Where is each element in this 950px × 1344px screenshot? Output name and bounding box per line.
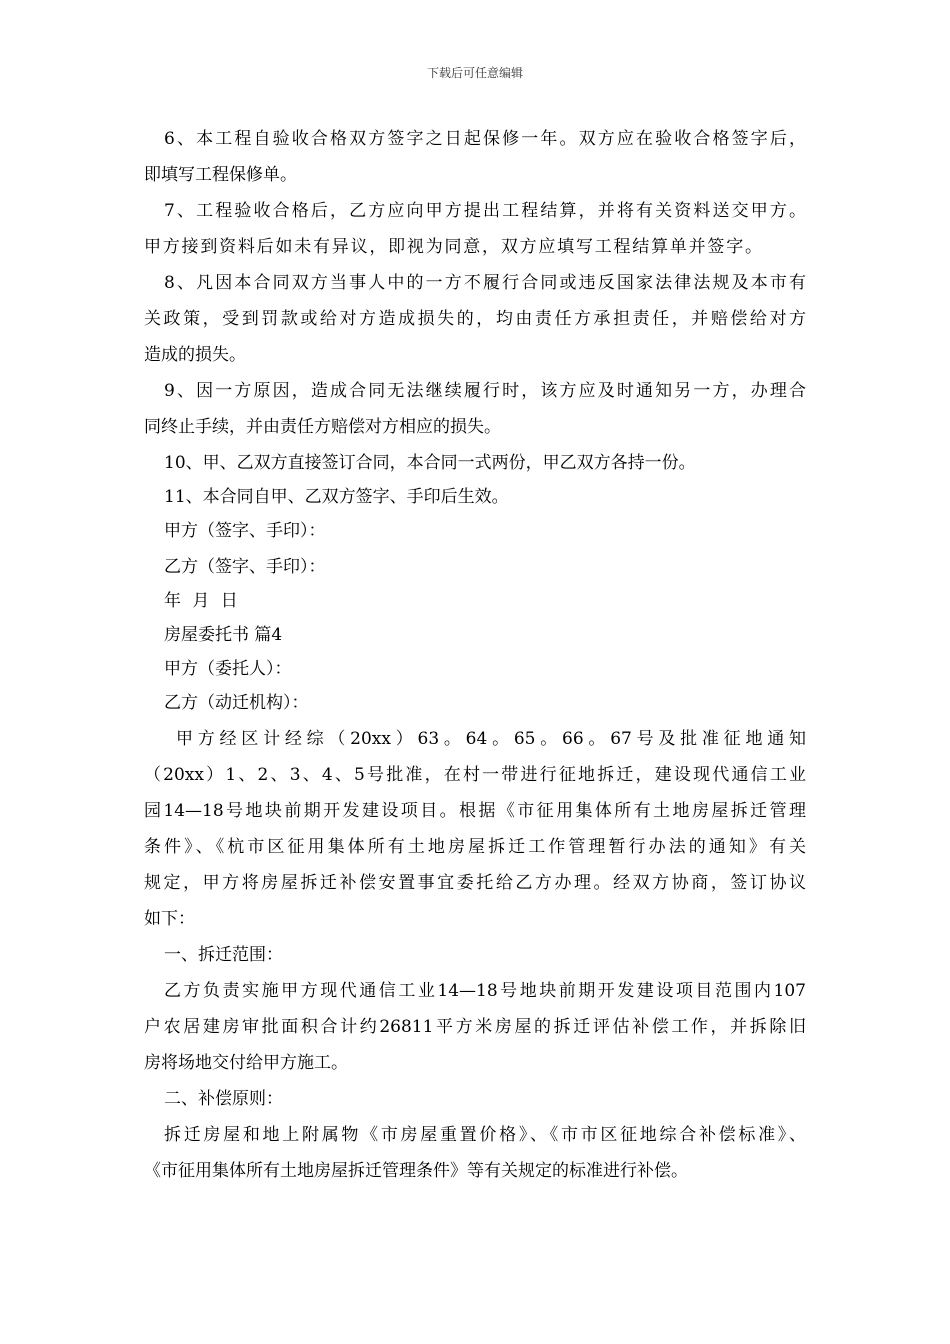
text-line: 造成的损失。: [144, 345, 246, 365]
party-a-label: 甲方（委托人）：: [164, 659, 292, 679]
date-line: 年 月 日: [164, 591, 238, 611]
text-line: 同终止手续，并由责任方赔偿对方相应的损失。: [144, 417, 501, 437]
text-line: 《市征用集体所有土地房屋拆迁管理条件》等有关规定的标准进行补偿。: [144, 1161, 688, 1181]
text-line: 甲方接到资料后如未有异议，即视为同意，双方应填写工程结算单并签字。: [144, 237, 762, 257]
party-b-label: 乙方（动迁机构）：: [164, 693, 309, 713]
section-heading: 二、补偿原则：: [164, 1089, 283, 1109]
text-line: 如下：: [144, 909, 195, 929]
text-line: 关政策，受到罚款或给对方造成损失的，均由责任方承担责任，并赔偿给对方: [144, 309, 806, 329]
text-line: 6、本工程自验收合格双方签字之日起保修一年。双方应在验收合格签字后，: [164, 129, 806, 149]
signature-line-party-b: 乙方（签字、手印）：: [164, 557, 326, 577]
text-line: 8、凡因本合同双方当事人中的一方不履行合同或违反国家法律法规及本市有: [164, 273, 806, 293]
section-heading: 一、拆迁范围：: [164, 945, 283, 965]
text-line: 11、本合同自甲、乙双方签字、手印后生效。: [164, 487, 509, 507]
text-line: 10、甲、乙双方直接签订合同，本合同一式两份，甲乙双方各持一份。: [164, 453, 696, 473]
text-line: 甲方经区计经综（20xx）63。64。65。66。67号及批准征地通知: [176, 729, 806, 749]
text-line: 乙方负责实施甲方现代通信工业14—18号地块前期开发建设项目范围内107: [164, 981, 806, 1001]
text-line: 9、因一方原因，造成合同无法继续履行时，该方应及时通知另一方，办理合: [164, 381, 806, 401]
text-line: 拆迁房屋和地上附属物《市房屋重置价格》、《市市区征地综合补偿标准》、: [164, 1125, 806, 1145]
text-line: 户农居建房审批面积合计约26811平方米房屋的拆迁评估补偿工作，并拆除旧: [144, 1017, 806, 1037]
text-line: 规定，甲方将房屋拆迁补偿安置事宜委托给乙方办理。经双方协商，签订协议: [144, 873, 806, 893]
page-header: 下载后可任意编辑: [426, 66, 523, 80]
text-line: 即填写工程保修单。: [144, 165, 297, 185]
text-line: 7、工程验收合格后，乙方应向甲方提出工程结算，并将有关资料送交甲方。: [164, 201, 806, 221]
signature-line-party-a: 甲方（签字、手印）：: [164, 521, 326, 541]
text-line: 房将场地交付给甲方施工。: [144, 1053, 348, 1073]
text-line: 园14—18号地块前期开发建设项目。根据《市征用集体所有土地房屋拆迁管理: [144, 801, 806, 821]
text-line: （20xx）1、2、3、4、5号批准，在村一带进行征地拆迁，建设现代通信工业: [144, 765, 806, 785]
section-title: 房屋委托书 篇4: [164, 625, 283, 645]
text-line: 条件》、《杭市区征用集体所有土地房屋拆迁工作管理暂行办法的通知》有关: [144, 837, 806, 857]
